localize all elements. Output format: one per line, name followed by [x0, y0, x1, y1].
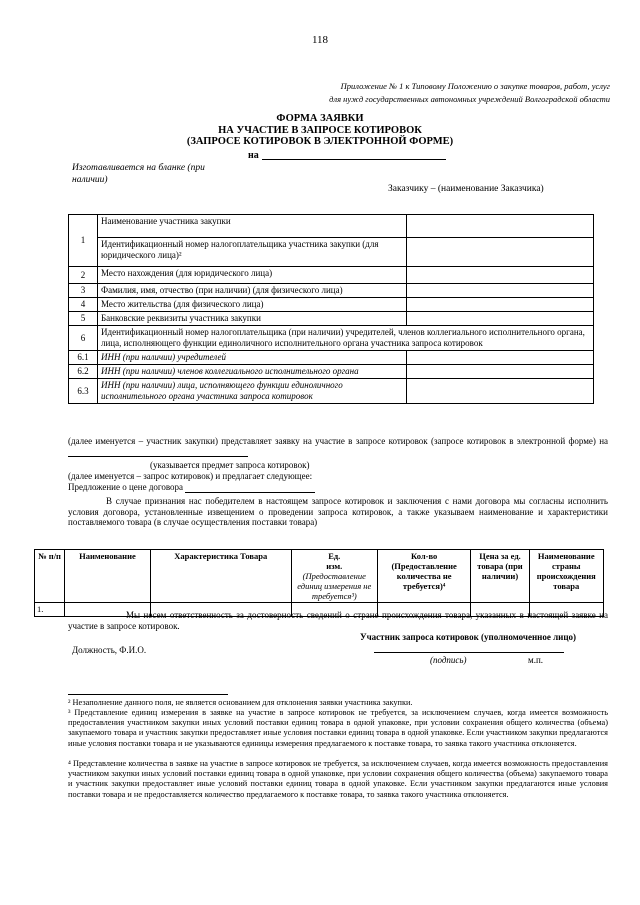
form-title [0, 113, 640, 148]
table-row [69, 238, 594, 267]
row-number: 6 [69, 326, 98, 351]
table-row [69, 379, 594, 404]
table-row [69, 365, 594, 379]
row-number: 3 [69, 284, 98, 298]
title-line-1: ФОРМА ЗАЯВКИ [276, 113, 364, 124]
proposal-intro: (далее именуется – запрос котировок) и предлагает следующее: [68, 471, 313, 481]
col-header-characteristics: Характеристика Товара [150, 550, 291, 603]
agreement-paragraph: В случае признания нас победителем в настоящем запросе котировок и заключения с нами договора мы согласны исполнить условия договора, установленные извещением о проведении запроса котировок, а также указываем наименование и характеристики поставляемого товара (в случае осуществления поставки товара) [68, 496, 608, 527]
row-value-cell[interactable] [407, 298, 594, 312]
col-header-country: Наименование страны происхождения товара [529, 550, 603, 603]
title-na: на [248, 150, 259, 161]
row-value-cell[interactable] [407, 312, 594, 326]
customer-line: Заказчику – (наименование Заказчика) [388, 184, 544, 194]
row-number: 6.1 [69, 351, 98, 365]
participant-signature-label: Участник запроса котировок (уполномоченное лицо) [360, 632, 577, 642]
col-header-quantity: Кол-во (Предоставление количества не требуется)⁴ [377, 550, 471, 603]
title-line-2: НА УЧАСТИЕ В ЗАПРОСЕ КОТИРОВОК [218, 124, 422, 136]
table-row [69, 284, 594, 298]
col-header-price: Цена за ед. товара (при наличии) [471, 550, 529, 603]
table-row [69, 351, 594, 365]
subject-input-line[interactable] [68, 456, 248, 457]
row-label: ИНН (при наличии) учредителей [98, 351, 407, 365]
signature-caption: (подпись) [430, 655, 467, 665]
row-label: Фамилия, имя, отчество (при наличии) (для физического лица) [98, 284, 407, 298]
row-label: ИНН (при наличии) лица, исполняющего функции единоличного исполнительного органа участника запроса котировок [98, 379, 407, 404]
responsibility-statement: Мы несем ответственность за достоверность сведений о стране происхождения товара, указанных в настоящей заявке на участие в запросе котировок. [68, 610, 608, 631]
row-value-cell[interactable] [407, 284, 594, 298]
page-number: 118 [311, 34, 329, 46]
appendix-line-2: для нужд государственных автономных учреждений Волгоградской области [329, 94, 610, 104]
row-label: Банковские реквизиты участника закупки [98, 312, 407, 326]
row-number: 1 [69, 215, 98, 267]
application-statement-text: (далее именуется – участник закупки) представляет заявку на участие в запросе котировок (запросе котировок в электронной форме) на [68, 436, 608, 446]
appendix-note [190, 80, 610, 106]
row-label: Место нахождения (для юридического лица) [98, 267, 407, 284]
letterhead-note: Изготавливается на бланке (при наличии) [72, 163, 205, 185]
participant-info-table [68, 214, 594, 404]
row-value-cell[interactable] [407, 267, 594, 284]
table-row [69, 298, 594, 312]
row-label: Идентификационный номер налогоплательщика (при наличии) учредителей, членов коллегиального исполнительного органа, лица, исполняющего функции единоличного исполнительного органа участника запроса котировок [98, 326, 594, 351]
price-offer-input-line[interactable] [185, 492, 315, 493]
signature-line[interactable] [374, 652, 564, 653]
col-header-name: Наименование [65, 550, 151, 603]
row-value-cell[interactable] [407, 351, 594, 365]
table-row [69, 267, 594, 284]
price-offer-label [68, 482, 315, 493]
footnote-4: ⁴ Представление количества в заявке на участие в запросе котировок не требуется, за исключением случаев, когда имеется возможность предоставления участником закупки иных условий поставки единиц товара в одной упаковке, при условии сохранения общего количества (объема) закупаемого товара и участник закупки предоставляет иные условий поставки единиц товара в одной упаковке. Если участником закупки предлагаются иные условия поставки товара и не предоставляется количество предлагаемого к поставке товара, то заявка такого участника отклоняется. [68, 759, 608, 799]
row-value-cell[interactable] [407, 238, 594, 267]
table-header-row [35, 550, 604, 603]
goods-table [34, 549, 604, 617]
cell-number: 1. [35, 603, 65, 617]
table-row [69, 215, 594, 238]
subject-note: (указывается предмет запроса котировок) [150, 460, 310, 470]
row-label: Место жительства (для физического лица) [98, 298, 407, 312]
col-header-number: № п/п [35, 550, 65, 603]
appendix-line-1: Приложение № 1 к Типовому Положению о закупке товаров, работ, услуг [340, 81, 610, 91]
footnote-2: ² Незаполнение данного поля, не является основанием для отклонения заявки участника закупки. [68, 698, 413, 707]
footnote-3: ³ Представление единиц измерения в заявке на участие в запросе котировок не требуется, за исключением случаев, когда имеется возможность предоставления участником закупки иных условий поставки единиц товара в одной упаковке, при условии сохранения общего количества (объема) закупаемого товара и участник закупки предоставляет иные условия поставки единиц товара в одной упаковке. Если участником закупки предлагаются иные условия поставки товара и не указываются единицы измерения предлагаемого к поставке товара, то заявка такого участника отклоняется. [68, 708, 608, 748]
row-number: 4 [69, 298, 98, 312]
row-value-cell[interactable] [407, 379, 594, 404]
row-value-cell[interactable] [407, 215, 594, 238]
application-statement [68, 436, 608, 457]
row-value-cell[interactable] [407, 365, 594, 379]
row-label: Наименование участника закупки [98, 215, 407, 238]
row-number: 5 [69, 312, 98, 326]
row-number: 6.3 [69, 379, 98, 404]
row-number: 6.2 [69, 365, 98, 379]
table-row [69, 312, 594, 326]
footnote-separator [68, 694, 228, 695]
subject-blank-line[interactable] [262, 159, 446, 160]
col-header-unit: Ед. изм. (Предоставление единиц измерения не требуется³) [291, 550, 377, 603]
stamp-caption: м.п. [528, 655, 544, 665]
row-label: ИНН (при наличии) членов коллегиального исполнительного органа [98, 365, 407, 379]
price-offer-text: Предложение о цене договора [68, 482, 184, 492]
row-number: 2 [69, 267, 98, 284]
position-name-label: Должность, Ф.И.О. [72, 645, 147, 655]
row-label: Идентификационный номер налогоплательщика участника закупки (для юридического лица)² [98, 238, 407, 267]
table-row [69, 326, 594, 351]
title-line-3: (ЗАПРОСЕ КОТИРОВОК В ЭЛЕКТРОННОЙ ФОРМЕ) [186, 136, 454, 147]
